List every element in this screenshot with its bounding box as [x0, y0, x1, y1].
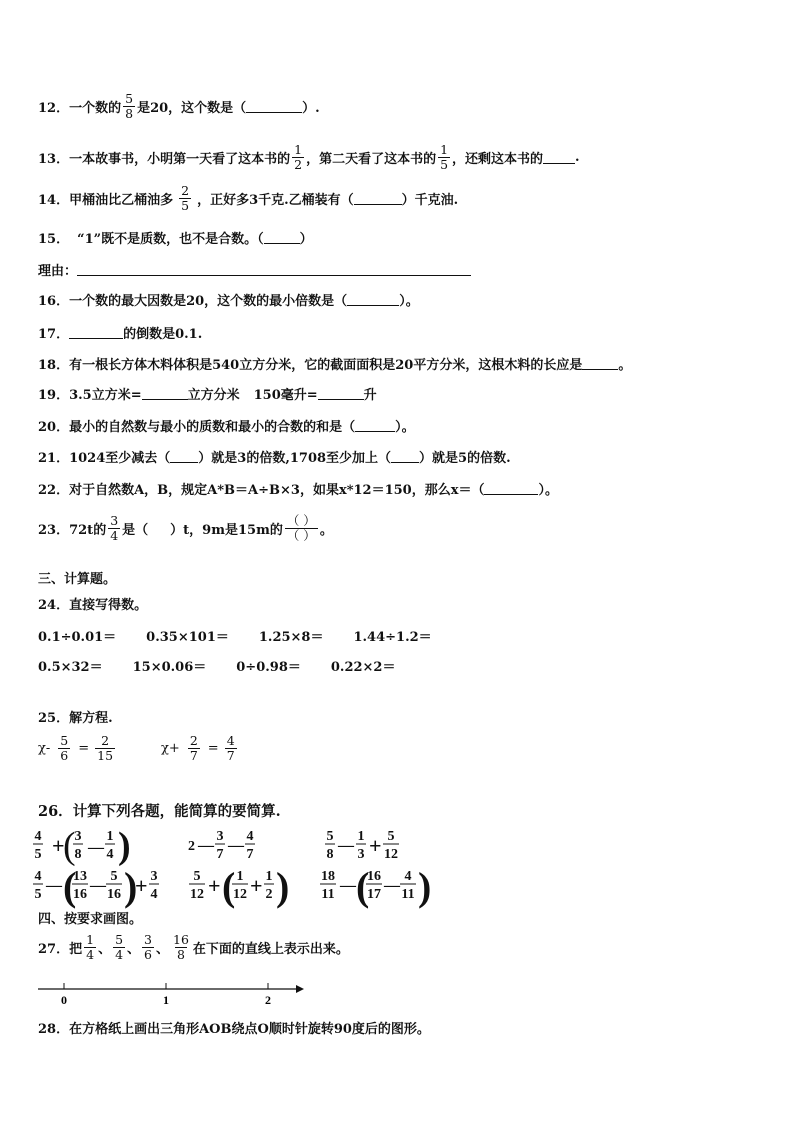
- svg-text:8: 8: [326, 847, 334, 862]
- fraction: $\frac{5}{8}$: [125, 91, 134, 122]
- svg-text:): ): [124, 864, 138, 909]
- answer-blank[interactable]: [69, 327, 123, 339]
- blank-fraction[interactable]: $\frac{( )}{( )}$: [286, 513, 316, 544]
- svg-text:12: 12: [384, 847, 398, 862]
- svg-text:(: (: [356, 864, 370, 909]
- question-25: 25． 解方程.: [38, 711, 113, 726]
- svg-text:2: 2: [188, 839, 195, 854]
- svg-text:8: 8: [74, 847, 82, 862]
- svg-text:7: 7: [246, 847, 254, 862]
- question-12: 12． 一个数的 $\frac{5}{8}$ 是20，这个数是（ ）.: [38, 91, 320, 122]
- question-18: 18． 有一根长方体木料体积是540立方分米，它的截面面积是20平方分米，这根木料的长应是 。: [38, 358, 632, 373]
- question-17: 17． 的倒数是0.1.: [38, 327, 203, 342]
- question-22: 22． 对于自然数A，B，规定A*B＝A÷B×3，如果x*12＝150，那么x＝（ ）。: [38, 483, 558, 498]
- svg-text:3: 3: [150, 869, 158, 884]
- fraction: $\frac{1}{5}$: [440, 142, 449, 173]
- svg-text:4: 4: [106, 847, 114, 862]
- svg-text:1: 1: [106, 829, 114, 844]
- svg-text:(: (: [63, 864, 77, 909]
- svg-text:16: 16: [367, 869, 381, 884]
- section-4-heading: 四、按要求画图。: [38, 912, 143, 927]
- question-15: 15． “1”既不是质数，也不是合数。（ ）: [38, 232, 313, 247]
- answer-blank[interactable]: [355, 420, 395, 432]
- question-24: 24． 直接写得数。: [38, 598, 148, 613]
- svg-text:13: 13: [73, 869, 87, 884]
- answer-blank[interactable]: [170, 451, 198, 463]
- svg-text:—: —: [384, 877, 400, 894]
- svg-text:—: —: [90, 877, 106, 894]
- svg-text:5: 5: [110, 869, 118, 884]
- svg-text:+: +: [135, 873, 148, 898]
- answer-blank[interactable]: [484, 483, 538, 495]
- svg-text:3: 3: [357, 847, 365, 862]
- answer-blank[interactable]: [142, 388, 188, 400]
- answer-blank[interactable]: [582, 358, 618, 370]
- svg-text:(: (: [222, 864, 236, 909]
- section-3-heading: 三、计算题。: [38, 572, 117, 587]
- question-14: 14． 甲桶油比乙桶油多 $\frac{2}{5}$ ，正好多3千克.乙桶装有（ ）千克油.: [38, 183, 459, 214]
- svg-text:5: 5: [326, 829, 334, 844]
- fraction: $\frac{1}{4}$: [86, 932, 95, 963]
- answer-blank[interactable]: [391, 451, 419, 463]
- svg-text:(: (: [63, 825, 76, 867]
- svg-text:5: 5: [34, 847, 42, 862]
- svg-text:12: 12: [190, 887, 204, 902]
- tick-label-0: 0: [61, 993, 67, 1007]
- svg-text:+: +: [52, 833, 65, 858]
- question-26: 26． 计算下列各题，能简算的要简算.: [38, 803, 281, 820]
- mental-calc-row-1: 0.1÷0.01＝ 0.35×101＝ 1.25×8＝ 1.44÷1.2＝: [38, 630, 432, 645]
- question-20: 20． 最小的自然数与最小的质数和最小的合数的和是（ ）。: [38, 420, 415, 435]
- fraction: $\frac{2}{5}$: [181, 183, 190, 214]
- svg-text:4: 4: [404, 869, 412, 884]
- fraction: $\frac{5}{6}$: [60, 733, 69, 764]
- svg-text:): ): [418, 864, 432, 909]
- svg-text:+: +: [369, 833, 382, 858]
- svg-text:—: —: [228, 837, 244, 854]
- fraction: $\frac{1}{2}$: [294, 142, 303, 173]
- question-13: 13． 一本故事书，小明第一天看了这本书的 $\frac{1}{2}$ ，第二天看了这本书的 $\frac{1}{5}$ ，还剩这本书的 .: [38, 142, 580, 173]
- svg-text:—: —: [340, 877, 356, 894]
- question-23: 23． 72t的 $\frac{3}{4}$ 是（ ）t，9m是15m的 $\frac{( )}{( )}$ 。: [38, 513, 333, 544]
- fraction: $\frac{16}{8}$: [173, 932, 189, 963]
- fraction: $\frac{2}{7}$: [189, 733, 198, 764]
- svg-text:17: 17: [367, 887, 381, 902]
- svg-text:5: 5: [193, 869, 201, 884]
- svg-text:16: 16: [73, 887, 87, 902]
- svg-text:+: +: [250, 873, 263, 898]
- svg-text:1: 1: [236, 869, 244, 884]
- svg-text:4: 4: [34, 829, 42, 844]
- fraction: $\frac{3}{6}$: [144, 932, 152, 963]
- answer-blank[interactable]: [264, 232, 300, 244]
- fraction: $\frac{2}{15}$: [97, 733, 114, 764]
- question-21: 21． 1024至少减去（ ）就是3的倍数,1708至少加上（ ）就是5的倍数.: [38, 451, 511, 466]
- svg-text:5: 5: [387, 829, 395, 844]
- number-line[interactable]: [38, 978, 308, 1018]
- svg-text:—: —: [338, 837, 354, 854]
- fraction: $\frac{4}{7}$: [226, 733, 235, 764]
- svg-text:11: 11: [401, 887, 415, 902]
- answer-blank[interactable]: [543, 152, 575, 164]
- svg-text:1: 1: [357, 829, 365, 844]
- answer-blank[interactable]: [354, 193, 402, 205]
- answer-blank[interactable]: [246, 101, 302, 113]
- answer-blank[interactable]: [347, 294, 399, 306]
- svg-text:4: 4: [246, 829, 254, 844]
- svg-text:4: 4: [150, 887, 158, 902]
- fraction: $\frac{3}{4}$: [110, 513, 119, 544]
- svg-text:1: 1: [265, 869, 273, 884]
- svg-text:—: —: [46, 877, 62, 894]
- equation-1: χ- $\frac{5}{6}$ = $\frac{2}{15}$ χ+ $\frac{2}{7}$ = $\frac{4}{7}$: [38, 733, 235, 764]
- svg-text:): ): [276, 864, 290, 909]
- reason-blank[interactable]: [77, 264, 471, 276]
- svg-text:2: 2: [265, 887, 273, 902]
- svg-text:18: 18: [321, 869, 335, 884]
- svg-text:—: —: [198, 837, 214, 854]
- question-15-reason: 理由：: [38, 260, 471, 279]
- tick-label-2: 2: [265, 993, 271, 1007]
- answer-blank[interactable]: [318, 388, 364, 400]
- svg-text:+: +: [208, 873, 221, 898]
- svg-text:—: —: [88, 839, 104, 856]
- svg-text:4: 4: [34, 869, 42, 884]
- svg-text:5: 5: [34, 887, 42, 902]
- fraction: $\frac{5}{4}$: [115, 932, 124, 963]
- svg-text:12: 12: [233, 887, 247, 902]
- tick-label-1: 1: [163, 993, 169, 1007]
- simplify-expressions: [30, 822, 450, 912]
- svg-text:3: 3: [74, 829, 82, 844]
- question-19: 19． 3.5立方米= 立方分米 150毫升= 升: [38, 388, 377, 403]
- svg-text:): ): [118, 825, 131, 867]
- svg-text:7: 7: [216, 847, 224, 862]
- question-16: 16． 一个数的最大因数是20，这个数的最小倍数是（ ）。: [38, 294, 419, 309]
- svg-text:3: 3: [216, 829, 224, 844]
- mental-calc-row-2: 0.5×32＝ 15×0.06＝ 0÷0.98＝ 0.22×2＝: [38, 660, 396, 675]
- svg-text:16: 16: [107, 887, 121, 902]
- question-27: 27． 把 $\frac{1}{4}$ 、 $\frac{5}{4}$ 、 $\frac{3}{6}$ 、 $\frac{16}{8}$ 在下面的直线上表示出来。: [38, 932, 349, 963]
- question-28: 28． 在方格纸上画出三角形AOB绕点O顺时针旋转90度后的图形。: [38, 1022, 430, 1037]
- svg-text:11: 11: [321, 887, 335, 902]
